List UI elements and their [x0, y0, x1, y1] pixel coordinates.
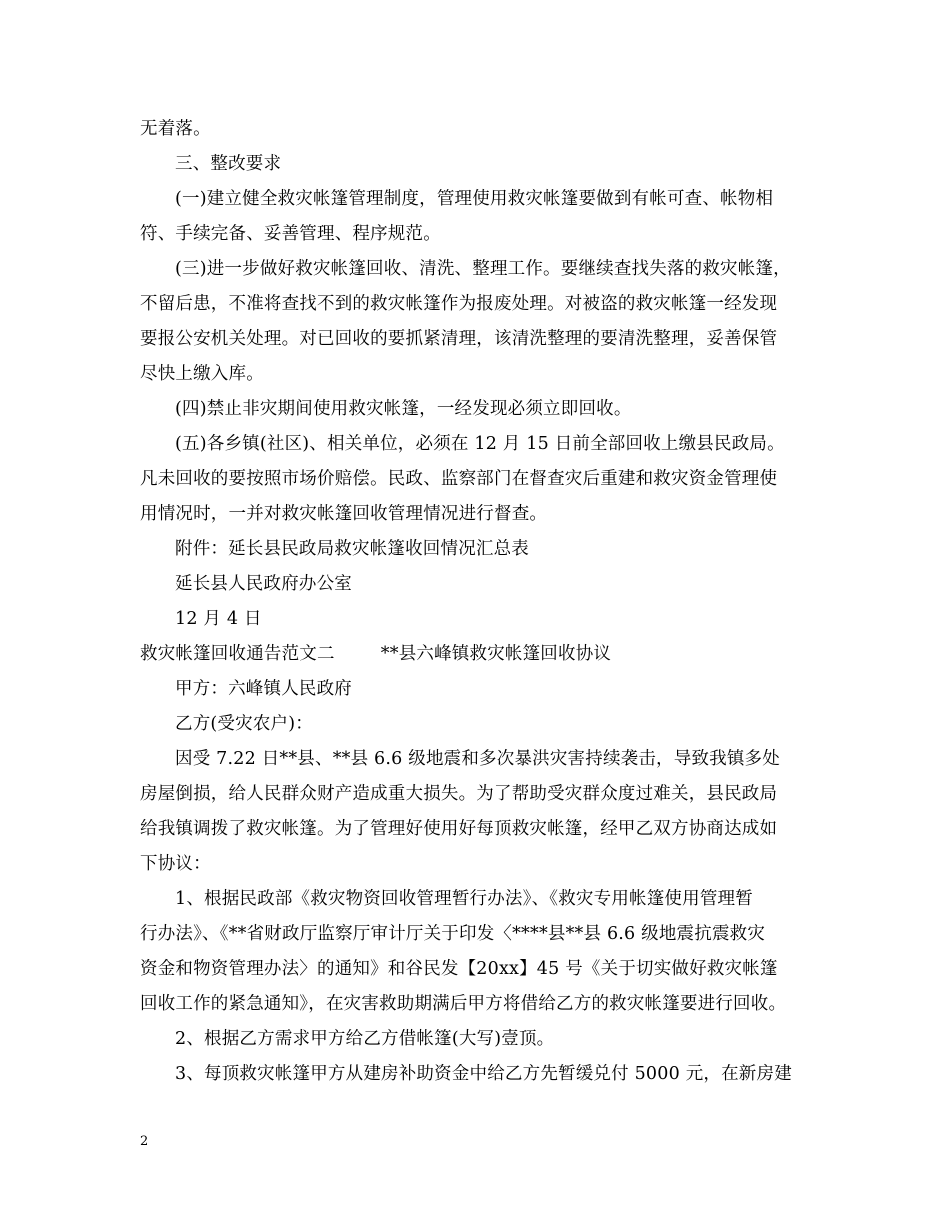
text-line: 回收工作的紧急通知》，在灾害救助期满后甲方将借给乙方的救灾帐篷要进行回收。 — [140, 994, 787, 1014]
text-line: 用情况时，一并对救灾帐篷回收管理情况进行督查。 — [140, 504, 548, 524]
text-line: 3、每顶救灾帐篷甲方从建房补助资金中给乙方先暂缓兑付 5000 元，在新房建 — [175, 1064, 792, 1084]
text-line: 尽快上缴入库。 — [140, 364, 264, 384]
text-line: 房屋倒损，给人民群众财产造成重大损失。为了帮助受灾群众度过难关，县民政局 — [140, 784, 778, 804]
attachment-line: 附件：延长县民政局救灾帐篷收回情况汇总表 — [175, 539, 529, 559]
text-line: 符、手续完备、妥善管理、程序规范。 — [140, 224, 441, 244]
party-b: 乙方(受灾农户)： — [175, 714, 313, 734]
section-title: 救灾帐篷回收通告范文二 **县六峰镇救灾帐篷回收协议 — [140, 644, 612, 664]
text-line: 要报公安机关处理。对已回收的要抓紧清理，该清洗整理的要清洗整理，妥善保管 — [140, 329, 778, 349]
text-line: 因受 7.22 日**县、**县 6.6 级地震和多次暴洪灾害持续袭击，导致我镇多处 — [175, 749, 780, 769]
text-line: 无着落。 — [140, 119, 211, 139]
section-heading: 三、整改要求 — [175, 154, 282, 174]
text-line: 不留后患，不准将查找不到的救灾帐篷作为报废处理。对被盗的救灾帐篷一经发现 — [140, 294, 778, 314]
text-line: 1、根据民政部《救灾物资回收管理暂行办法》、《救灾专用帐篷使用管理暂 — [175, 889, 753, 909]
text-line: (一)建立健全救灾帐篷管理制度，管理使用救灾帐篷要做到有帐可查、帐物相 — [175, 189, 774, 209]
text-line: (四)禁止非灾期间使用救灾帐篷，一经发现必须立即回收。 — [175, 399, 632, 419]
text-line: 下协议： — [140, 854, 211, 874]
page-number: 2 — [140, 1134, 149, 1149]
text-line: (三)进一步做好救灾帐篷回收、清洗、整理工作。要继续查找失落的救灾帐篷， — [175, 259, 791, 279]
signature-office: 延长县人民政府办公室 — [175, 574, 352, 594]
text-line: 行办法》、《**省财政厅监察厅审计厅关于印发〈****县**县 6.6 级地震抗震救灾 — [140, 924, 766, 944]
text-line: 2、根据乙方需求甲方给乙方借帐篷(大写)壹顶。 — [175, 1029, 555, 1049]
text-line: 资金和物资管理办法〉的通知》和谷民发【20xx】45 号《关于切实做好救灾帐篷 — [140, 959, 778, 979]
party-a: 甲方：六峰镇人民政府 — [175, 679, 352, 699]
signature-date: 12 月 4 日 — [175, 609, 262, 629]
text-line: 给我镇调拨了救灾帐篷。为了管理好使用好每顶救灾帐篷，经甲乙双方协商达成如 — [140, 819, 778, 839]
text-line: (五)各乡镇(社区)、相关单位，必须在 12 月 15 日前全部回收上缴县民政局。 — [175, 434, 785, 454]
text-line: 凡未回收的要按照市场价赔偿。民政、监察部门在督查灾后重建和救灾资金管理使 — [140, 469, 778, 489]
